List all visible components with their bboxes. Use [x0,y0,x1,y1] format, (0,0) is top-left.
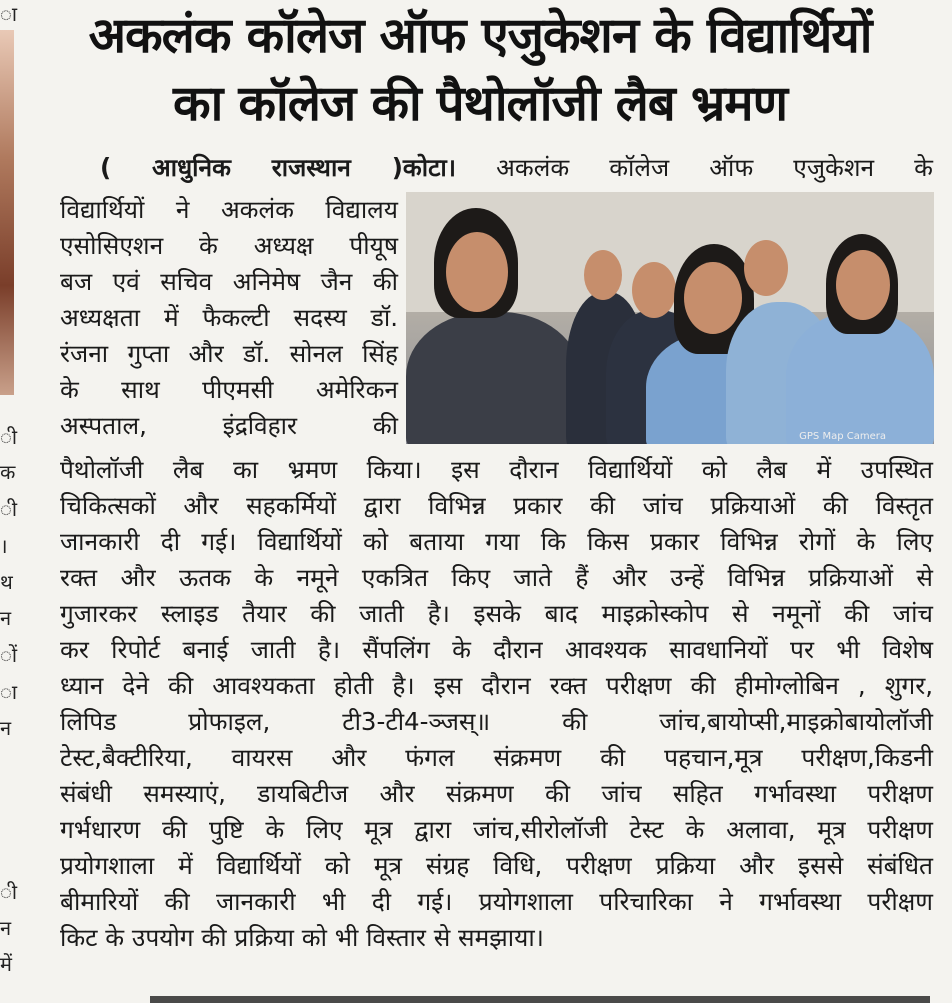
text-line: कर रिपोर्ट बनाई जाती है। सैंपलिंग के दौरान आवश्यक सावधानियों पर भी विशेष [60,635,933,664]
left-column-text [60,192,398,444]
article-headline [30,2,930,138]
photo-figure-head [446,232,508,312]
adjacent-column-strip [0,0,18,1003]
text-line: संबंधी समस्याएं, डायबिटीज और संक्रमण की जांच सहित गर्भावस्था परीक्षण [60,779,933,808]
adjacent-fragment: न [0,916,12,940]
adjacent-fragment: ों [0,643,18,667]
text-line: गुजारकर स्लाइड तैयार की जाती है। इसके बाद माइक्रोस्कोप से नमूनों की जांच [60,599,933,628]
intro-rest: अकलंक कॉलेज ऑफ एजुकेशन के [496,153,933,182]
text-line: रक्त और ऊतक के नमूने एकत्रित किए जाते हैं और उन्हें विभिन्न प्रक्रियाओं से [60,563,933,592]
adjacent-fragment: ी [0,880,18,904]
intro-line-text [100,150,933,186]
photo-figure-head [744,240,788,296]
text-line: एसोसिएशन के अध्यक्ष पीयूष [60,231,398,260]
adjacent-fragment: ी [0,425,18,449]
next-headline-fragment [150,996,930,1003]
text-line: पैथोलॉजी लैब का भ्रमण किया। इस दौरान विद्यार्थियों को लैब में उपस्थित [60,455,933,484]
adjacent-fragment: न [0,716,12,740]
text-line: विद्यार्थियों ने अकलंक विद्यालय [60,195,398,224]
photo-figure-head [836,250,890,320]
text-line: अस्पताल, इंद्रविहार की [60,411,398,440]
adjacent-fragment: ा [0,2,18,26]
photo-figure-head [632,262,676,318]
text-line: किट के उपयोग की प्रक्रिया को भी विस्तार से समझाया। [60,923,544,952]
intro-line [100,150,933,186]
adjacent-fragment: । [0,534,8,558]
text-line: प्रयोगशाला में विद्यार्थियों को मूत्र संग्रह विधि, परीक्षण प्रक्रिया और इससे संबंधित [60,851,933,880]
photo-figure-head [584,250,622,300]
adjacent-fragment: क [0,460,16,484]
text-line: रंजना गुप्ता और डॉ. सोनल सिंह [60,339,398,368]
adjacent-fragment: ी [0,497,18,521]
text-line: के साथ पीएमसी अमेरिकन [60,375,398,404]
text-line: चिकित्सकों और सहकर्मियों द्वारा विभिन्न प्रकार की जांच प्रक्रियाओं की विस्तृत [60,491,933,520]
photo-watermark: GPS Map Camera [799,431,886,442]
text-line: जानकारी दी गई। विद्यार्थियों को बताया गया कि किस प्रकार विभिन्न रोगों के लिए [60,527,933,556]
text-line: गर्भधारण की पुष्टि के लिए मूत्र द्वारा जांच,सीरोलॉजी टेस्ट के अलावा, मूत्र परीक्षण [60,815,933,844]
headline-line-2: का कॉलेज की पैथोलॉजी लैब भ्रमण [172,75,788,132]
text-line: ध्यान देने की आवश्यकता होती है। इस दौरान रक्त परीक्षण की हीमोग्लोबिन , शुगर, [60,671,933,700]
adjacent-column-text [0,0,18,1003]
text-line: टेस्ट,बैक्टीरिया, वायरस और फंगल संक्रमण की पहचान,मूत्र परीक्षण,किडनी [60,743,933,772]
headline-line-1: अकलंक कॉलेज ऑफ एजुकेशन के विद्यार्थियों [88,7,872,64]
adjacent-fragment: में [0,952,12,976]
adjacent-fragment: थ [0,570,13,594]
text-line: बीमारियों की जानकारी भी दी गई। प्रयोगशाला परिचारिका ने गर्भावस्था परीक्षण [60,887,933,916]
text-line: लिपिड प्रोफाइल, टी3-टी4-ञ्जस्॥ की जांच,बायोप्सी,माइक्रोबायोलॉजी [60,707,933,736]
article-photo [406,192,934,444]
photo-figure [406,312,581,444]
adjacent-fragment: ा [0,680,18,704]
photo-figure-head [684,262,742,334]
text-line: बज एवं सचिव अनिमेष जैन की [60,267,398,296]
adjacent-fragment: न [0,606,12,630]
article-body [60,452,933,956]
text-line: अध्यक्षता में फैकल्टी सदस्य डॉ. [60,303,398,332]
dateline: ( आधुनिक राजस्थान )कोटा। [100,153,457,182]
